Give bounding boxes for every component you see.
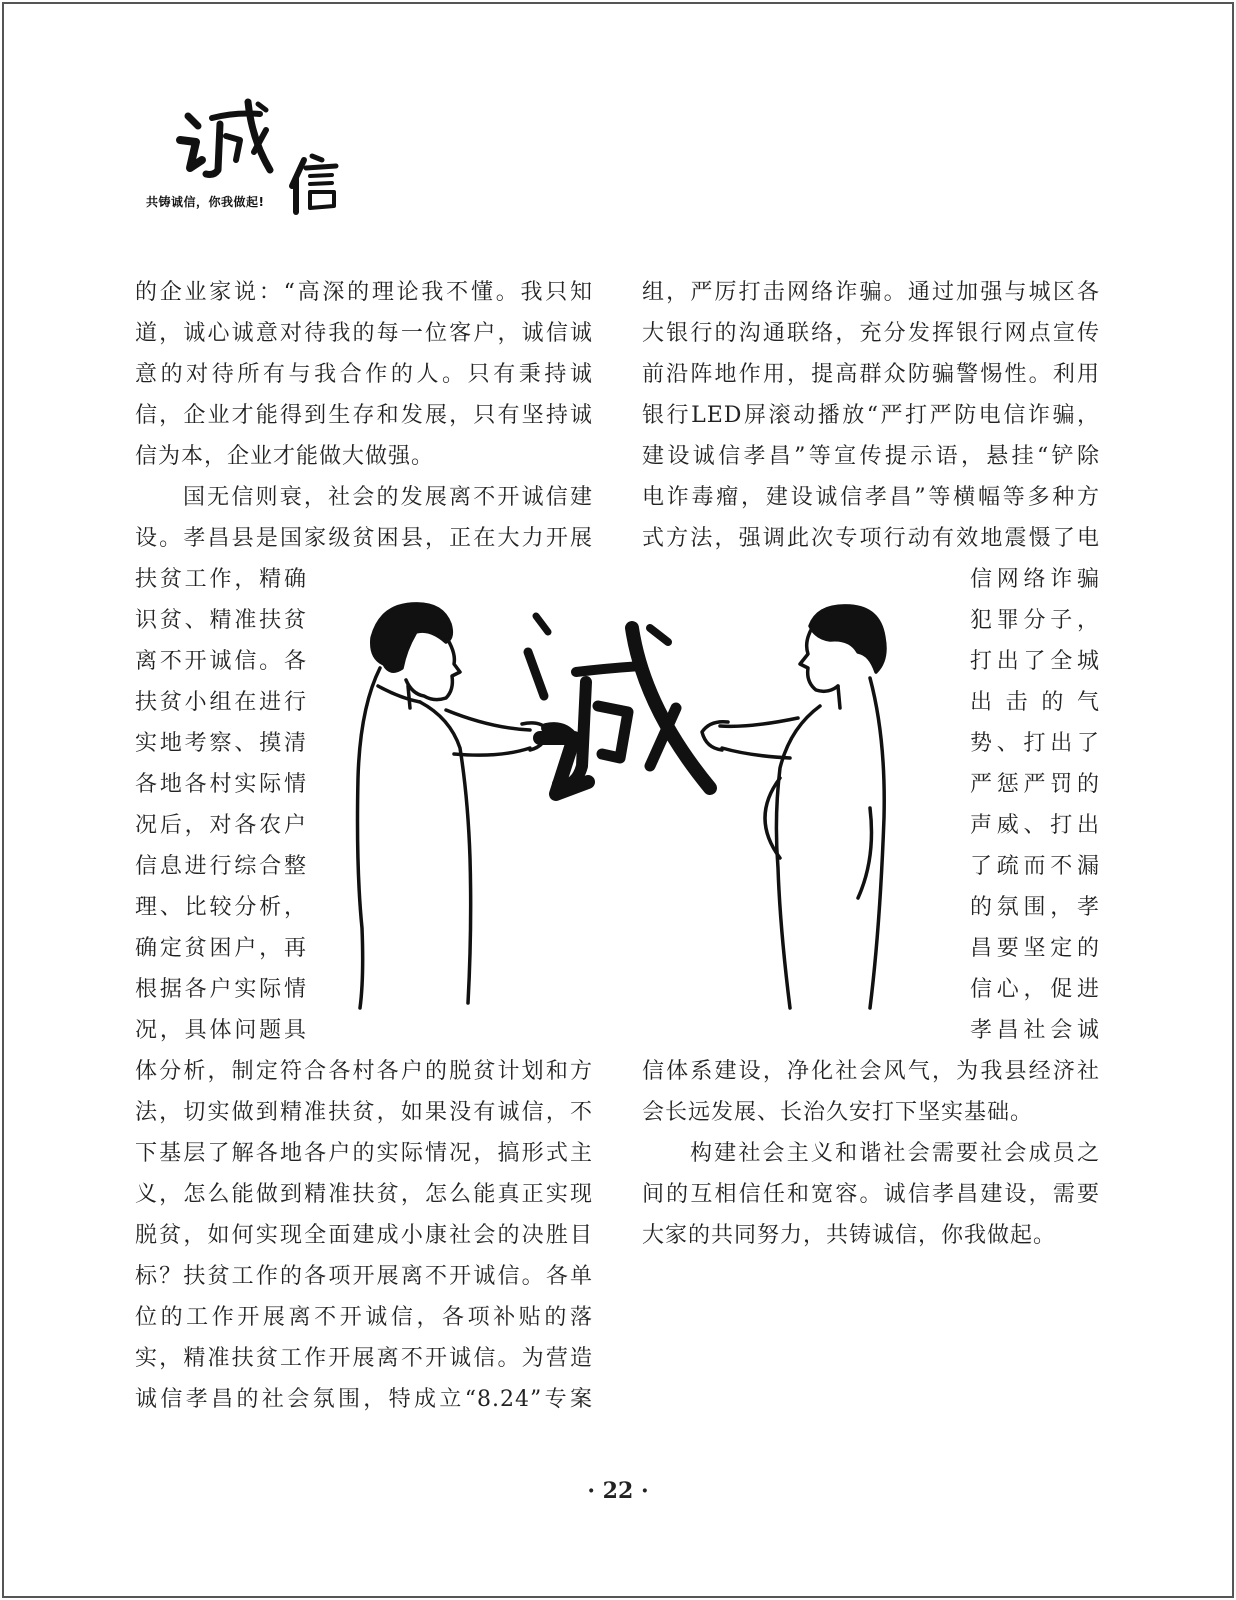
paragraph-line: 况，具体问题具 [135,1018,307,1043]
page-number: · 22 · [587,1478,649,1504]
paragraph-line: 扶贫工作，精确 [135,567,307,592]
paragraph-line: 况后，对各农户 [135,813,307,838]
paragraph-line: 各地各村实际情 [135,772,307,797]
cheng-glyph [528,616,710,794]
wrap-around-text-right [970,559,1100,1051]
paragraph-line: 昌要坚定的 [970,936,1100,961]
paragraph-line: 构建社会主义和谐社会需要社会成员之 [690,1141,1100,1166]
paragraph-line: 信心，促进 [970,977,1100,1002]
handshake-drawing [350,598,890,1028]
paragraph-line: 识贫、精准扶贫 [135,608,307,633]
paragraph-line: 意的对待所有与我合作的人。只有秉持诚 [135,362,593,387]
paragraph-line: 的氛围，孝 [970,895,1100,920]
left-man-arm-bottom [454,748,530,755]
paragraph-line: 信息进行综合整 [135,854,307,879]
paragraph-line: 位的工作开展离不开诚信，各项补贴的落 [135,1305,593,1330]
paragraph-line: 前沿阵地作用，提高群众防骗警惕性。利用 [642,362,1100,387]
paragraph-line: 了疏而不漏 [970,854,1100,879]
paragraph-line: 大银行的沟通联络，充分发挥银行网点宣传 [642,321,1100,346]
paragraph-line: 声威、打出 [970,813,1100,838]
paragraph-line: 严惩严罚的 [970,772,1100,797]
paragraph-line: 确定贫困户，再 [135,936,307,961]
paragraph-line: 道，诚心诚意对待我的每一位客户，诚信诚 [135,321,593,346]
paragraph-line: 义，怎么能做到精准扶贫，怎么能真正实现 [135,1182,593,1207]
paragraph-line: 诚信孝昌的社会氛围，特成立“8.24”专案 [135,1387,593,1412]
paragraph-line: 设。孝昌县是国家级贫困县，正在大力开展 [135,526,593,551]
paragraph-line: 脱贫，如何实现全面建成小康社会的决胜目 [135,1223,593,1248]
paragraph-line: 标？扶贫工作的各项开展离不开诚信。各单 [135,1264,593,1289]
left-man-arm-top [446,710,530,730]
paragraph-line: 离不开诚信。各 [135,649,307,674]
left-man-body-left [358,668,381,1008]
left-man-face [406,640,460,700]
paragraph-line: 打出了全城 [970,649,1100,674]
left-man-body-right [420,702,471,1003]
left-man-shoulder [378,686,420,702]
paragraph-line: 下基层了解各地各户的实际情况，搞形式主 [135,1141,593,1166]
paragraph-line: 间的互相信任和宽容。诚信孝昌建设，需要 [642,1182,1100,1207]
left-man-hair [372,604,452,671]
paragraph-line: 国无信则衰，社会的发展离不开诚信建 [183,485,593,510]
paragraph-line: 大家的共同努力，共铸诚信，你我做起。 [642,1223,1057,1248]
paragraph-line: 法，切实做到精准扶贫，如果没有诚信，不 [135,1100,593,1125]
paragraph-line: 根据各户实际情 [135,977,307,1002]
paragraph-line: 理、比较分析， [135,895,307,920]
paragraph-line: 信体系建设，净化社会风气，为我县经济社 [642,1059,1100,1084]
paragraph-line: 组，严厉打击网络诈骗。通过加强与城区各 [642,280,1100,305]
right-man-arm-top [720,718,798,726]
paragraph-line: 实地考察、摸清 [135,731,307,756]
paragraph-line: 体分析，制定符合各村各户的脱贫计划和方 [135,1059,593,1084]
paragraph-line: 建设诚信孝昌”等宣传提示语，悬挂“铲除 [642,444,1100,469]
paragraph-line: 会长远发展、长治久安打下坚实基础。 [642,1100,1034,1125]
paragraph-line: 犯罪分子， [970,608,1100,633]
paragraph-line: 扶贫小组在进行 [135,690,307,715]
paragraph-line: 孝昌社会诚 [970,1018,1100,1043]
paragraph-line: 势、打出了 [970,731,1100,756]
paragraph-line: 信为本，企业才能做大做强。 [135,444,435,469]
header-slogan: 共铸诚信，你我做起! [146,195,265,209]
paragraph-line: 出击的气 [970,690,1100,715]
paragraph-line: 实，精准扶贫工作开展离不开诚信。为营造 [135,1346,593,1371]
paragraph-line: 电诈毒瘤，建设诚信孝昌”等横幅等多种方 [642,485,1100,510]
right-man-arm-bottom [722,748,790,758]
paragraph-line: 银行LED屏滚动播放“严打严防电信诈骗， [642,403,1100,428]
right-man-neck [838,686,840,708]
paragraph-line: 的企业家说：“高深的理论我不懂。我只知 [135,280,593,305]
left-man-neck [408,686,410,708]
right-man-hair [810,606,885,672]
paragraph-line: 式方法，强调此次专项行动有效地震慑了电 [642,526,1100,551]
paragraph-line: 信网络诈骗 [970,567,1100,592]
paragraph-line: 信，企业才能得到生存和发展，只有坚持诚 [135,403,593,428]
right-man-body-left [776,706,820,1008]
right-man-pocket-arm [858,808,872,898]
wrap-around-text-left [135,559,307,1051]
handshake-illustration [350,598,890,1028]
